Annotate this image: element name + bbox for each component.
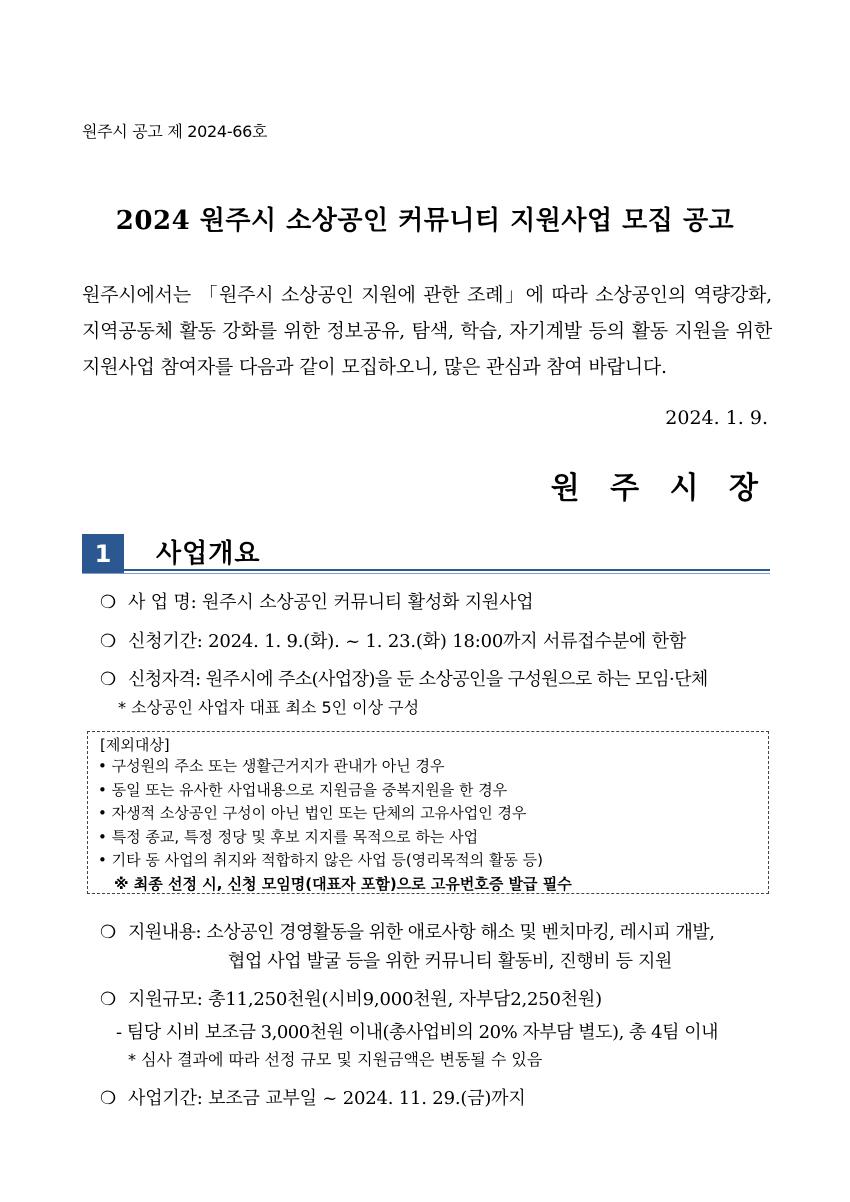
section-underline-thin (82, 573, 770, 574)
document-title: 2024 원주시 소상공인 커뮤니티 지원사업 모집 공고 (115, 206, 735, 236)
intro-paragraph: 원주시에서는 「원주시 소상공인 지원에 관한 조례」에 따라 소상공인의 역량강화, 지역공동체 활동 강화를 위한 정보공유, 탐색, 학습, 자기계발 등의 활동 지원을 위한 지원사업 참여자를 다음과 같이 모집하오니, 많은 관심과 참여 바랍니다. (82, 284, 772, 378)
circle-bullet-icon: ❍ (100, 592, 116, 613)
item-eligibility (100, 665, 708, 691)
exclusions-note: ※ 최종 선정 시, 신청 모임명(대표자 포함)으로 고유번호증 발급 필수 (114, 875, 572, 893)
exclusion-item: • 구성원의 주소 또는 생활근거지가 관내가 아닌 경우 (98, 757, 445, 775)
section-number-badge: 1 (82, 534, 124, 574)
exclusions-box (87, 731, 769, 894)
item-business-period (100, 1084, 526, 1110)
eligibility-note: * 소상공인 사업자 대표 최소 5인 이상 구성 (118, 698, 420, 717)
exclusions-title: [제외대상] (100, 736, 170, 754)
exclusion-item: • 특정 종교, 특정 정당 및 후보 지지를 목적으로 하는 사업 (98, 827, 479, 846)
circle-bullet-icon: ❍ (100, 631, 116, 652)
item-support-content (100, 918, 715, 944)
exclusion-item: • 자생적 소상공인 구성이 아닌 법인 또는 단체의 고유사업인 경우 (98, 804, 527, 822)
item-project-name (100, 588, 533, 614)
scale-detail: - 팀당 시비 보조금 3,000천원 이내(총사업비의 20% 자부담 별도), 총 4팀 이내 (116, 1022, 718, 1043)
item-support-scale (100, 985, 602, 1011)
item-eligibility-text: 신청자격: 원주시에 주소(사업장)을 둔 소상공인을 구성원으로 하는 모임·단체 (128, 669, 708, 690)
notice-date: 2024. 1. 9. (665, 407, 768, 429)
notice-number: 원주시 공고 제 2024-66호 (82, 122, 268, 141)
circle-bullet-icon: ❍ (100, 922, 116, 943)
circle-bullet-icon: ❍ (100, 669, 116, 690)
exclusion-item: • 동일 또는 유사한 사업내용으로 지원금을 중복지원을 한 경우 (98, 780, 508, 799)
issuer-signature: 원 주 시 장 (550, 471, 768, 506)
item-application-period (100, 627, 686, 653)
exclusion-item: • 기타 동 사업의 취지와 적합하지 않은 사업 등(영리목적의 활동 등) (98, 851, 543, 869)
circle-bullet-icon: ❍ (100, 1088, 116, 1109)
item-support-content-text: 지원내용: 소상공인 경영활동을 위한 애로사항 해소 및 벤치마킹, 레시피 개발, (128, 922, 715, 943)
exclusions-list (98, 755, 543, 873)
item-support-scale-text: 지원규모: 총11,250천원(시비9,000천원, 자부담2,250천원) (128, 989, 602, 1010)
section-underline (82, 569, 770, 571)
section-title: 사업개요 (156, 539, 261, 569)
item-support-content-continued: 협업 사업 발굴 등을 위한 커뮤니티 활동비, 진행비 등 지원 (228, 951, 672, 972)
item-application-period-text: 신청기간: 2024. 1. 9.(화). ~ 1. 23.(화) 18:00까지 서류접수분에 한함 (128, 631, 687, 652)
scale-note: * 심사 결과에 따라 선정 규모 및 지원금액은 변동될 수 있음 (128, 1050, 543, 1069)
section-header (82, 533, 770, 577)
item-project-name-text: 사 업 명: 원주시 소상공인 커뮤니티 활성화 지원사업 (128, 592, 534, 613)
circle-bullet-icon: ❍ (100, 989, 116, 1010)
item-business-period-text: 사업기간: 보조금 교부일 ~ 2024. 11. 29.(금)까지 (128, 1088, 526, 1109)
